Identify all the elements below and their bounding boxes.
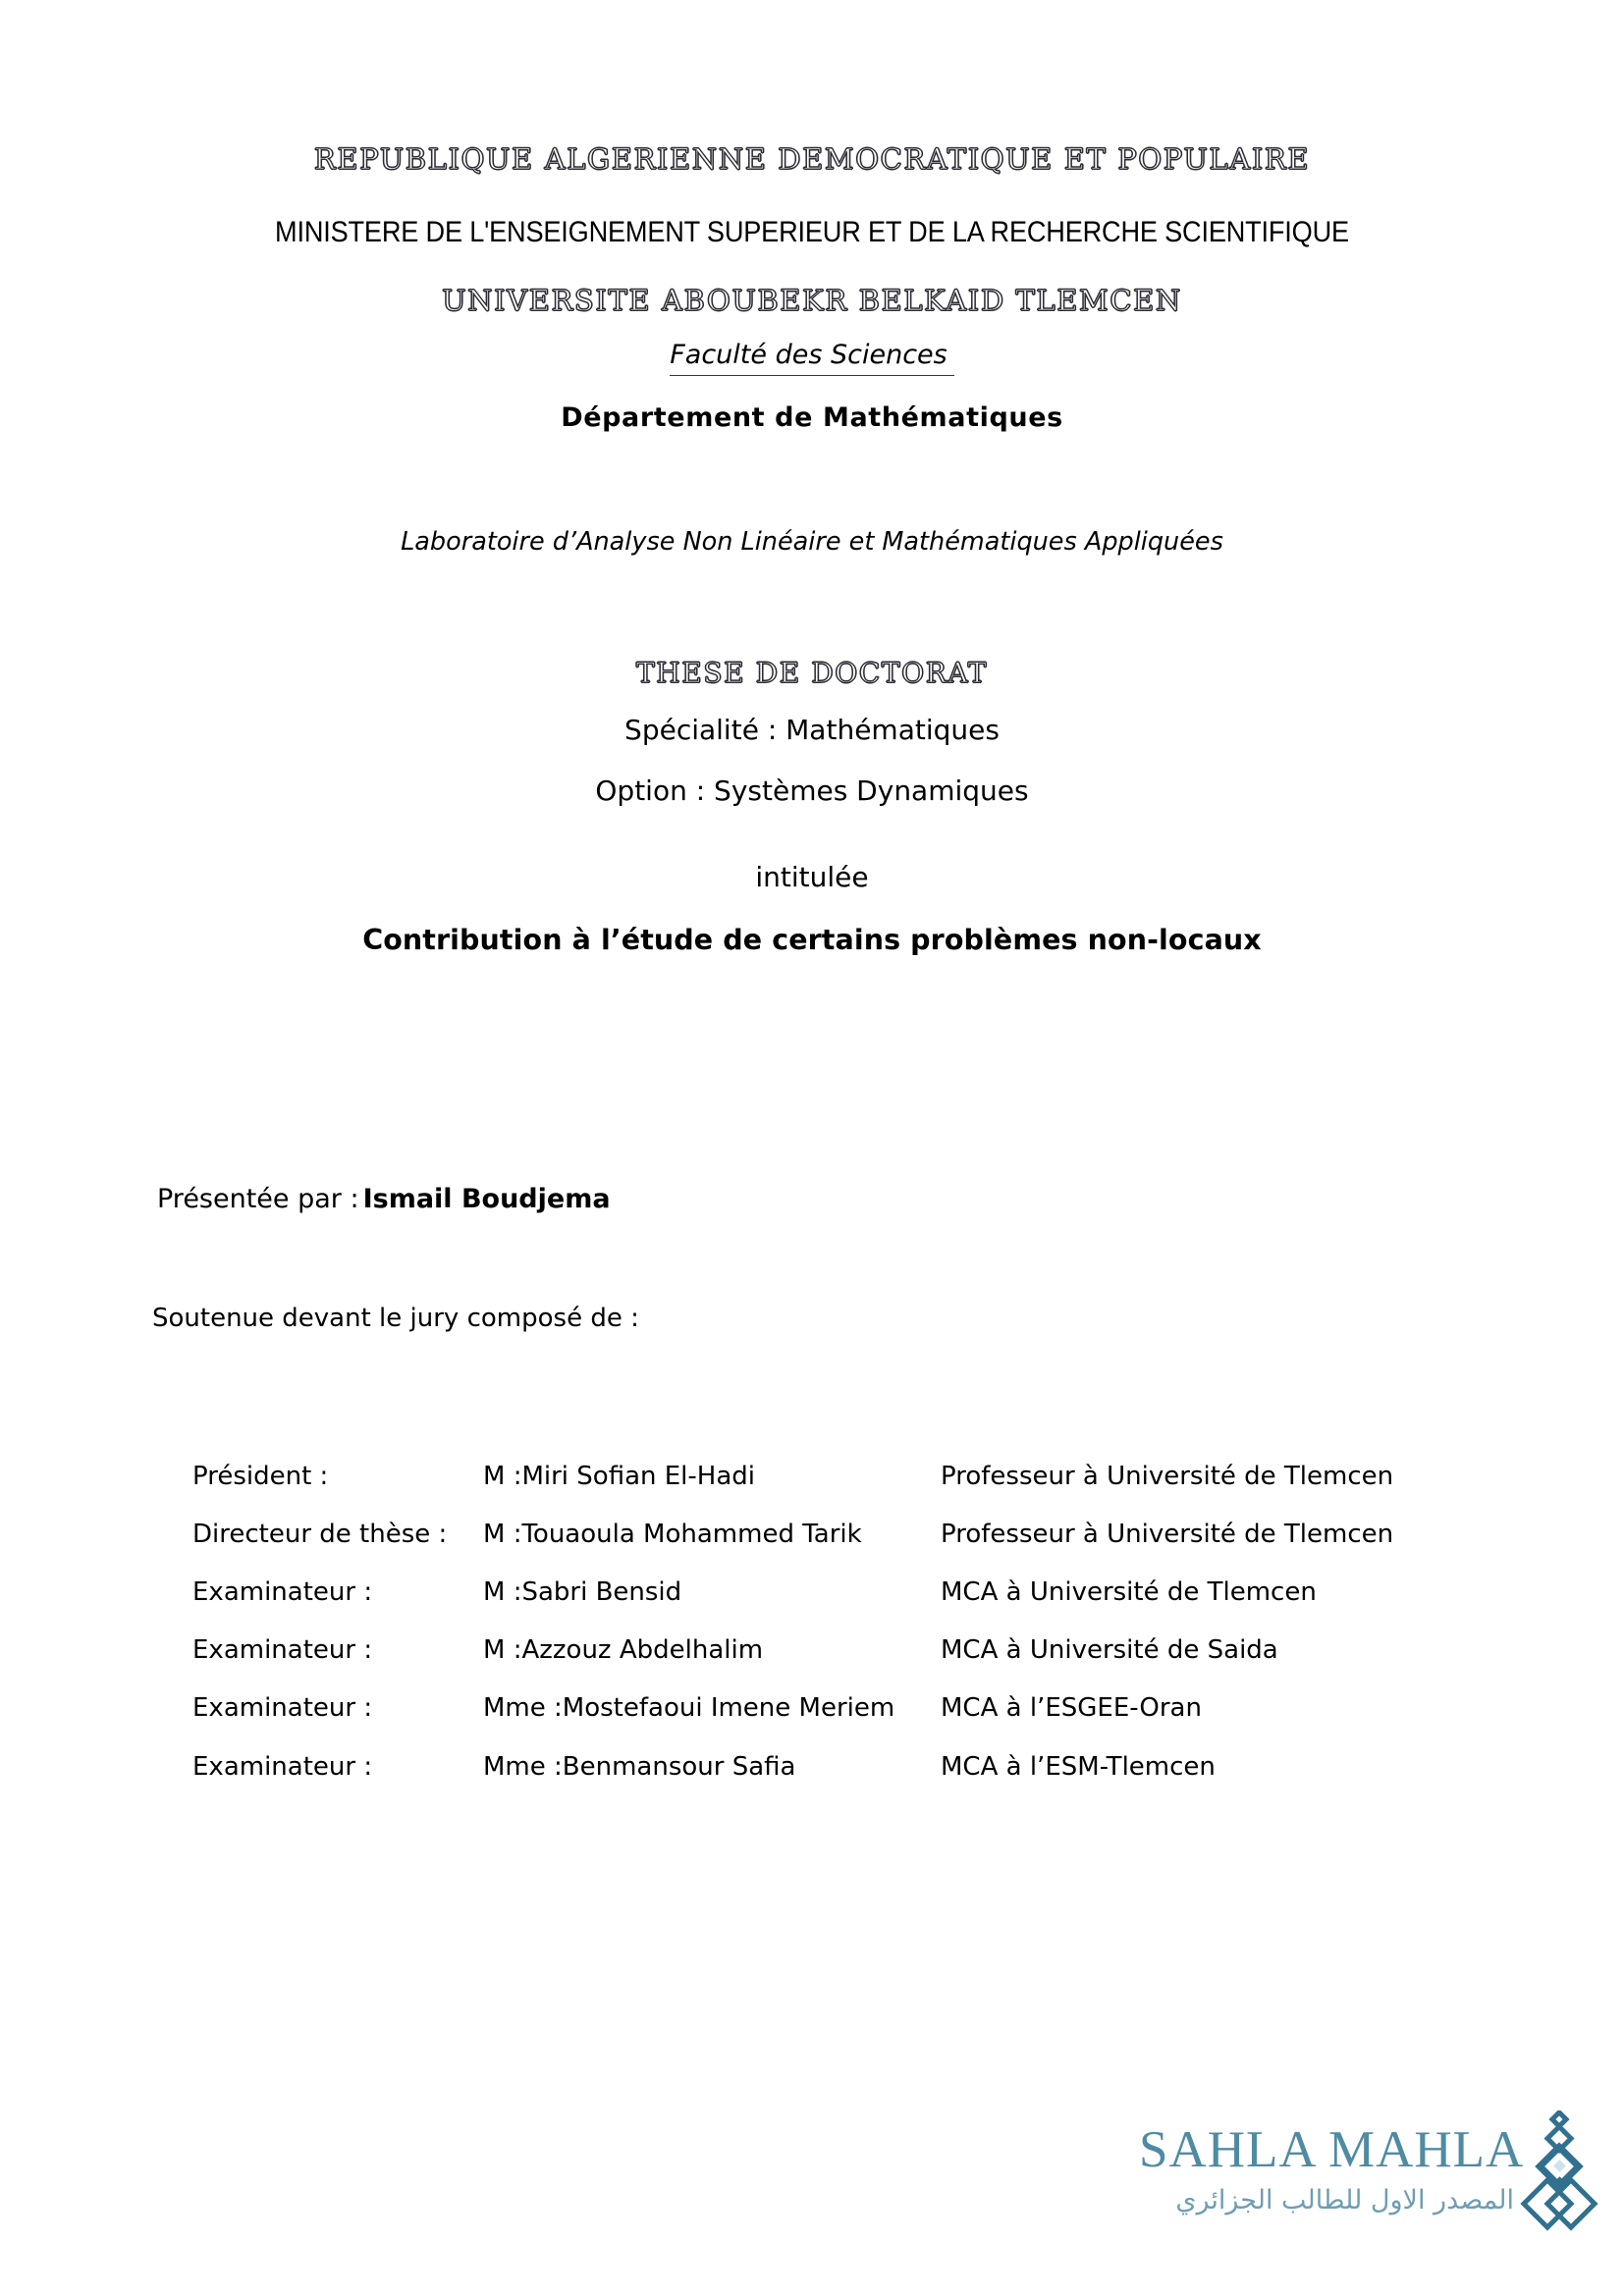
jury-name: M :Sabri Bensid (483, 1577, 682, 1608)
author-name: Ismail Boudjema (362, 1184, 611, 1214)
thesis-kind-heading: THESE DE DOCTORAT (636, 657, 988, 689)
sahla-mahla-diamond-emblem (1514, 2110, 1604, 2246)
table-row (192, 1463, 1432, 1521)
jury-role: Examinateur : (192, 1751, 373, 1782)
presented-by-line (157, 1186, 611, 1212)
jury-role: Examinateur : (192, 1635, 373, 1666)
jury-name: Mme :Benmansour Safia (483, 1751, 796, 1782)
jury-table (192, 1463, 1432, 1811)
jury-affiliation: Professeur à Université de Tlemcen (941, 1520, 1394, 1550)
jury-name: M :Miri Sofian El-Hadi (483, 1462, 755, 1491)
sahla-mahla-arabic-tagline: المصدر الاول للطالب الجزائري (1175, 2185, 1514, 2216)
presented-by-label: Présentée par : (157, 1184, 359, 1214)
ministry-heading: MINISTERE DE L'ENSEIGNEMENT SUPERIEUR ET DE LA RECHERCHE SCIENTIFIQUE (275, 216, 1349, 248)
table-row (192, 1578, 1432, 1636)
speciality-line: Spécialité : Mathématiques (624, 714, 1000, 746)
thesis-title: Contribution à l’étude de certains problèmes non-locaux (362, 924, 1262, 956)
table-row (192, 1753, 1432, 1811)
jury-affiliation: Professeur à Université de Tlemcen (941, 1462, 1394, 1491)
jury-role: Examinateur : (192, 1577, 373, 1608)
jury-affiliation: MCA à Université de Saida (941, 1635, 1278, 1666)
entitled-label: intitulée (755, 861, 869, 893)
jury-name: M :Touaoula Mohammed Tarik (483, 1520, 862, 1550)
faculty-label: Faculté des Sciences (670, 340, 953, 376)
department-heading: Département de Mathématiques (561, 402, 1063, 433)
table-row (192, 1636, 1432, 1694)
jury-affiliation: MCA à l’ESGEE-Oran (941, 1693, 1202, 1724)
jury-name: Mme :Mostefaoui Imene Meriem (483, 1693, 895, 1724)
laboratory-line: Laboratoire d’Analyse Non Linéaire et Mathématiques Appliquées (401, 527, 1223, 557)
sahla-mahla-wordmark: SAHLA MAHLA (1139, 2121, 1525, 2178)
option-line: Option : Systèmes Dynamiques (595, 774, 1029, 807)
faculty-line (0, 342, 1624, 368)
republic-heading: REPUBLIQUE ALGERIENNE DEMOCRATIQUE ET POPULAIRE (313, 142, 1311, 176)
jury-intro-line: Soutenue devant le jury composé de : (152, 1304, 639, 1333)
sahla-mahla-watermark (1139, 2109, 1591, 2256)
table-row (192, 1521, 1432, 1578)
jury-table-body (192, 1463, 1432, 1811)
jury-role: Examinateur : (192, 1693, 373, 1724)
jury-role: Président : (192, 1462, 329, 1491)
jury-affiliation: MCA à l’ESM-Tlemcen (941, 1751, 1216, 1782)
jury-affiliation: MCA à Université de Tlemcen (941, 1577, 1317, 1608)
university-heading: UNIVERSITE ABOUBEKR BELKAID TLEMCEN (442, 284, 1182, 317)
table-row (192, 1694, 1432, 1752)
jury-role: Directeur de thèse : (192, 1520, 448, 1550)
jury-name: M :Azzouz Abdelhalim (483, 1635, 764, 1666)
